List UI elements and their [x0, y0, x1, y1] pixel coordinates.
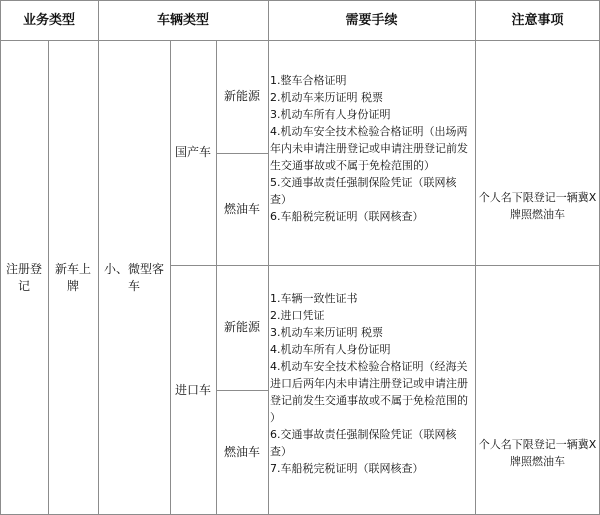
imported-energy-divider [216, 390, 268, 391]
col-divider [475, 0, 476, 515]
procedure-line: 4.机动车安全技术检验合格证明（出场两 [270, 125, 468, 138]
col-divider [216, 40, 217, 515]
note-line: 个人名下限登记一辆冀X [478, 191, 597, 204]
domestic-fuel-note [475, 189, 600, 223]
imported-fuel-cell: 燃油车 [223, 445, 260, 459]
procedure-line: 6.车船税完税证明（联网核查） [270, 210, 424, 223]
procedure-line: 查） [270, 193, 292, 206]
table-border-left [0, 0, 1, 515]
procedure-line: 1.整车合格证明 [270, 74, 347, 87]
procedure-line: 2.进口凭证 [270, 309, 325, 322]
procedure-line: 6.交通事故责任强制保险凭证（联网核 [270, 428, 457, 441]
domestic-origin-cell: 国产车 [174, 145, 211, 159]
procedure-line: 4.机动车安全技术检验合格证明（经海关 [270, 360, 468, 373]
note-line: 牌照燃油车 [510, 455, 565, 468]
procedure-line: 3.机动车来历证明 税票 [270, 326, 383, 339]
header-divider [0, 40, 600, 41]
imported-procedures [270, 290, 475, 477]
domestic-fuel-cell: 燃油车 [223, 201, 260, 216]
domestic-energy-divider [216, 153, 268, 154]
header-business-type: 业务类型 [22, 12, 75, 28]
business-subtype-cell: 新车上牌 [54, 261, 91, 293]
imported-fuel-note [475, 436, 600, 470]
col-divider [98, 0, 99, 515]
procedure-line: 3.机动车所有人身份证明 [270, 108, 391, 121]
col-divider [268, 0, 269, 515]
header-notes: 注意事项 [511, 12, 564, 28]
table-border-top [0, 0, 600, 1]
vehicle-class-cell: 小、微型客车 [103, 261, 164, 293]
procedure-line: 1.车辆一致性证书 [270, 292, 358, 305]
imported-origin-cell: 进口车 [174, 382, 211, 397]
col-divider [170, 40, 171, 515]
procedure-line: 5.交通事故责任强制保险凭证（联网核 [270, 176, 457, 189]
note-line: 牌照燃油车 [510, 208, 565, 221]
procedure-line: 生交通事故或不属于免检范围的） [270, 159, 435, 172]
domestic-procedures [270, 72, 475, 225]
procedure-line: ） [270, 411, 281, 424]
origin-divider [170, 265, 600, 266]
procedure-line: 进口后两年内未申请注册登记或申请注册 [270, 377, 468, 390]
business-type-cell: 注册登记 [5, 261, 42, 293]
procedure-line: 年内未申请注册登记或申请注册登记前发 [270, 142, 468, 155]
col-divider [48, 40, 49, 515]
procedure-line: 4.机动车所有人身份证明 [270, 343, 391, 356]
domestic-new-energy-cell: 新能源 [223, 89, 260, 103]
procedure-line: 查） [270, 445, 292, 458]
note-line: 个人名下限登记一辆冀X [478, 438, 597, 451]
procedure-line: 登记前发生交通事故或不属于免检范围的 [270, 394, 468, 407]
procedure-line: 2.机动车来历证明 税票 [270, 91, 383, 104]
header-procedures: 需要手续 [345, 12, 398, 28]
imported-new-energy-cell: 新能源 [223, 320, 260, 334]
header-vehicle-type: 车辆类型 [156, 12, 209, 28]
procedure-line: 7.车船税完税证明（联网核查） [270, 462, 424, 475]
